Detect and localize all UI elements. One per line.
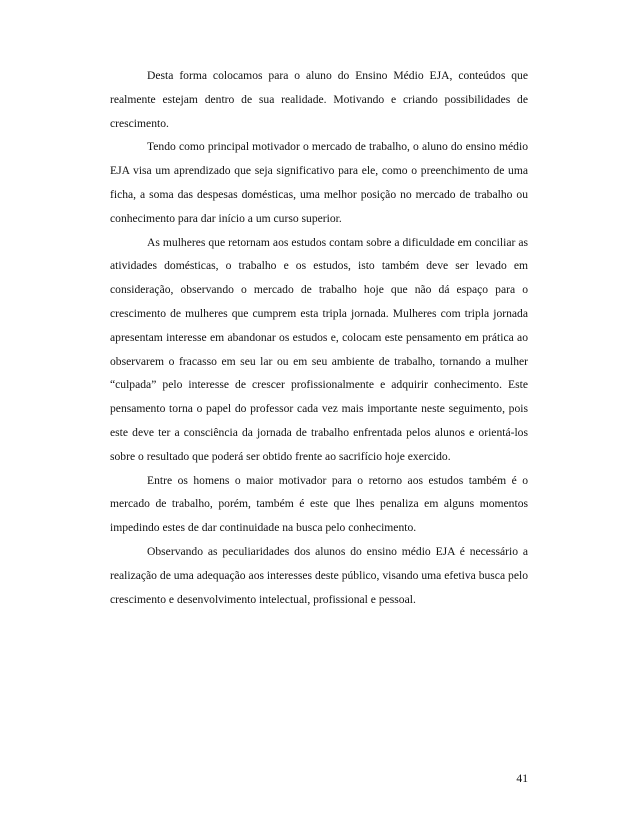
paragraph: As mulheres que retornam aos estudos contam sobre a dificuldade em conciliar as atividades domésticas, o trabalho e os estudos, isto também deve ser levado em consideração, observando o mercado de trabalho hoje que não dá espaço para o crescimento de mulheres que cumprem esta tripla jornada. Mulheres com tripla jornada apresentam interesse em abandonar os estudos e, colocam este pensamento em prática ao observarem o fracasso em seu lar ou em seu ambiente de trabalho, tornando a mulher “culpada” pelo interesse de crescer profissionalmente e adquirir conhecimento. Este pensamento torna o papel do professor cada vez mais importante neste seguimento, pois este deve ter a consciência da jornada de trabalho enfrentada pelos alunos e orientá-los sobre o resultado que poderá ser obtido frente ao sacrifício hoje exercido. (110, 235, 528, 463)
paragraph: Tendo como principal motivador o mercado de trabalho, o aluno do ensino médio EJA visa um aprendizado que seja significativo para ele, como o preenchimento de uma ficha, a soma das despesas domésticas, uma melhor posição no mercado de trabalho ou conhecimento para dar início a um curso superior. (110, 140, 528, 225)
paragraph: Observando as peculiaridades dos alunos do ensino médio EJA é necessário a realização de uma adequação aos interesses deste público, visando uma efetiva busca pelo crescimento e desenvolvimento intelectual, profissional e pessoal. (110, 544, 528, 606)
paragraph: Entre os homens o maior motivador para o retorno aos estudos também é o mercado de trabalho, porém, também é este que lhes penaliza em alguns momentos impedindo estes de dar continuidade na busca pelo conhecimento. (110, 473, 528, 535)
page-number: 41 (516, 772, 528, 785)
paragraph: Desta forma colocamos para o aluno do Ensino Médio EJA, conteúdos que realmente estejam dentro de sua realidade. Motivando e criando possibilidades de crescimento. (110, 69, 528, 130)
body-text (110, 64, 528, 611)
